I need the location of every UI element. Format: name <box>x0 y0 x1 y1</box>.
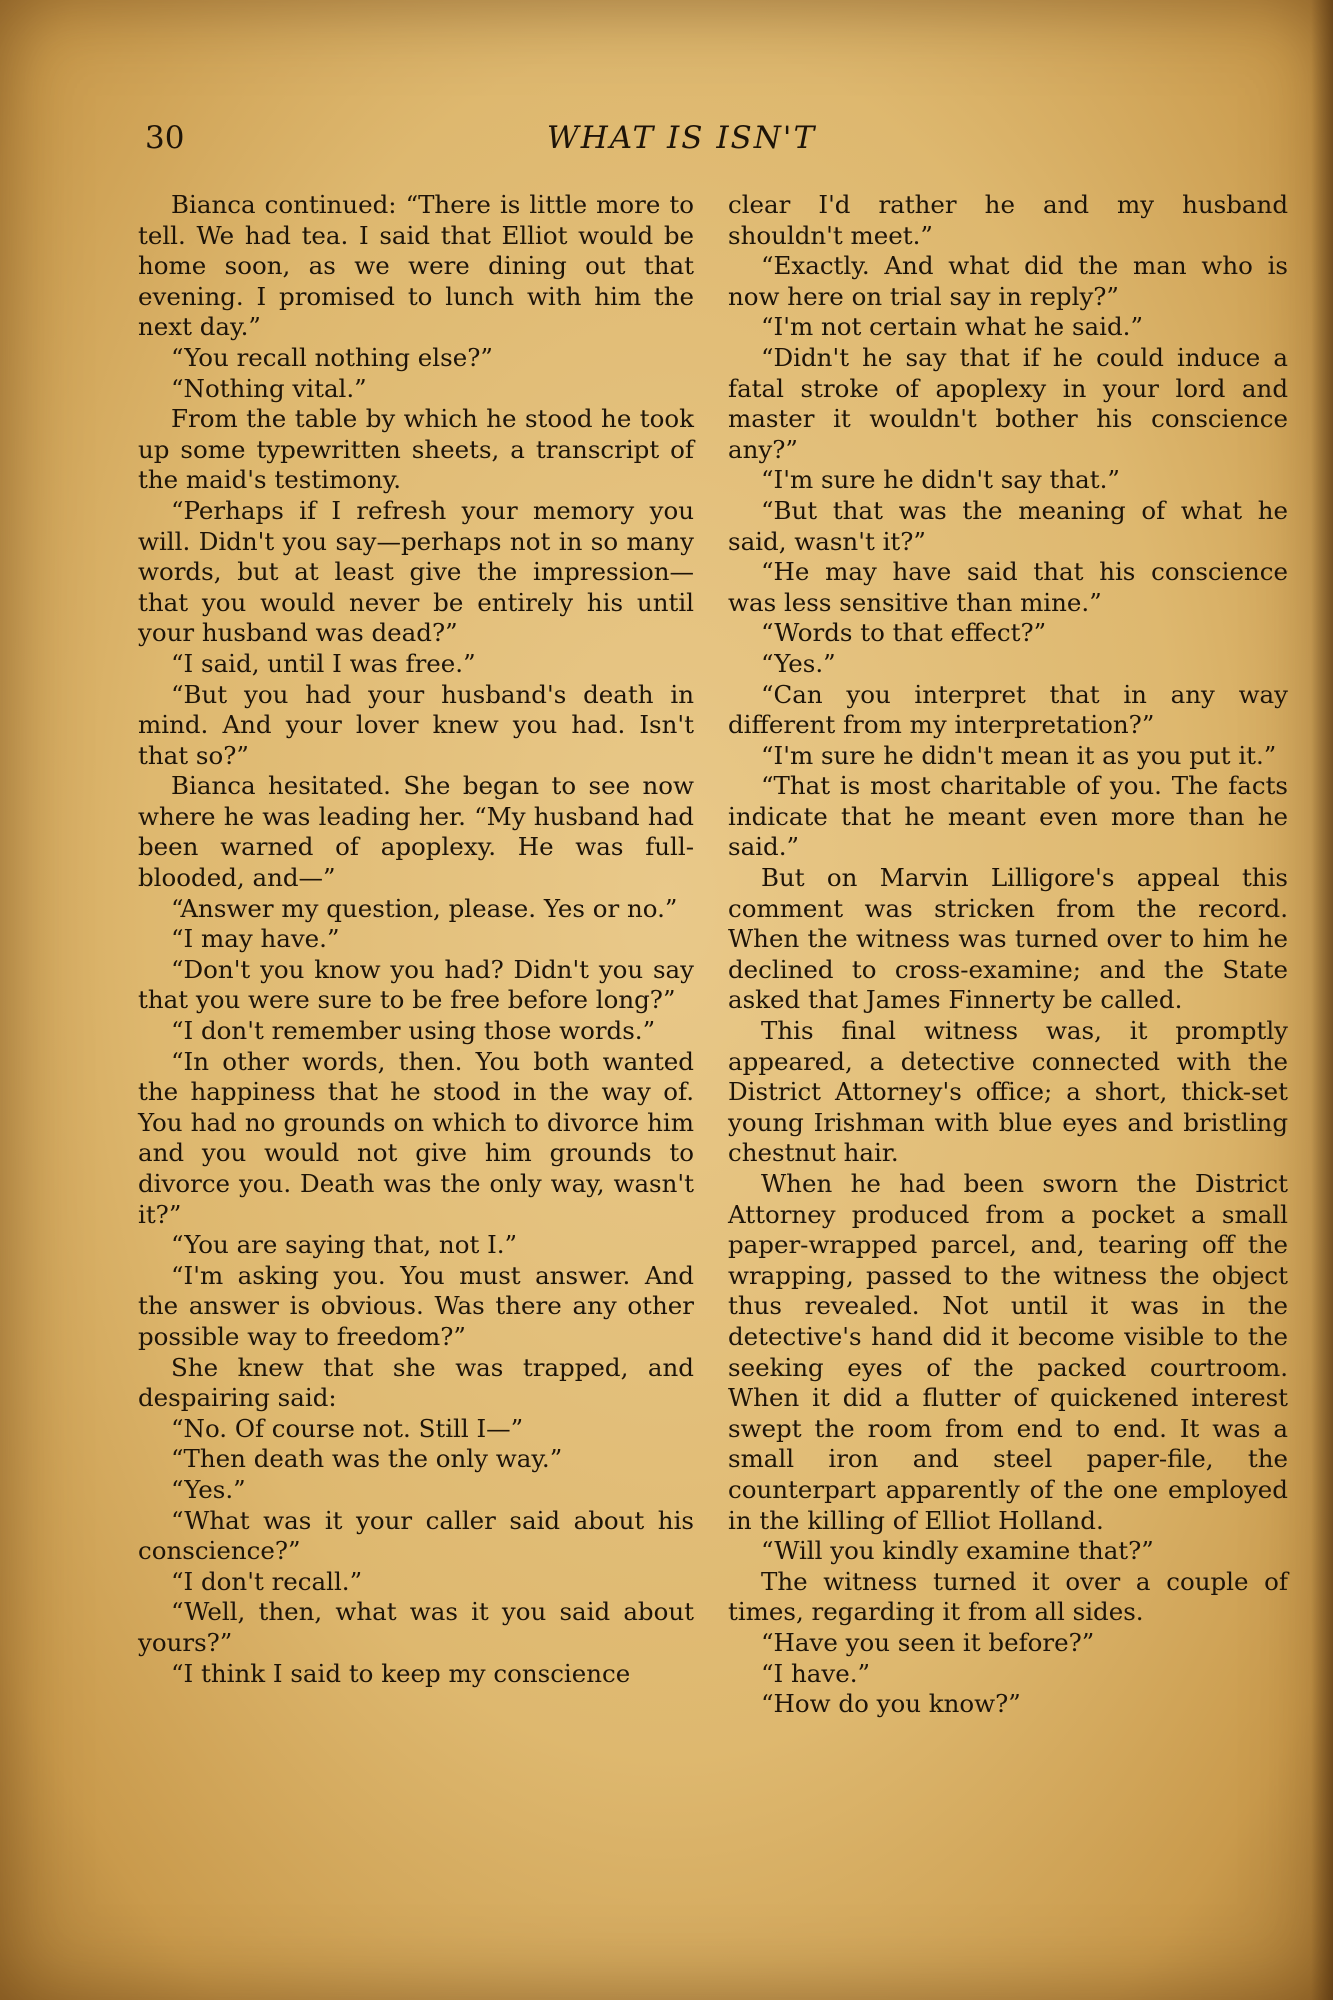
paragraph: “I'm not certain what he said.” <box>761 312 1143 342</box>
paragraph: “I have.” <box>761 1658 871 1688</box>
paragraph: “Nothing vital.” <box>171 373 367 403</box>
paragraph: “I said, until I was free.” <box>171 648 476 678</box>
paragraph: “Don't you know you had? Didn't you say that you were sure to be free before long?” <box>138 954 694 1015</box>
paragraph: “But you had your husband's death in mind. And your lover knew you had. Isn't that so?” <box>138 679 694 770</box>
paragraph: “How do you know?” <box>761 1689 1021 1719</box>
paragraph: “I don't recall.” <box>171 1566 363 1596</box>
running-title: WHAT IS ISN'T <box>546 120 817 156</box>
paragraph: The witness turned it over a couple of times, regarding it from all sides. <box>728 1566 1288 1627</box>
paragraph: Bianca continued: “There is little more to tell. We had tea. I said that Elliot would be home soon, as we were dining out that evening. I promised to lunch with him the next day.” <box>138 190 694 342</box>
paragraph: “But that was the meaning of what he said, wasn't it?” <box>728 495 1288 556</box>
paragraph: “Yes.” <box>761 648 836 678</box>
paragraph: “Answer my question, please. Yes or no.” <box>171 893 678 923</box>
page-number: 30 <box>145 120 185 156</box>
paragraph: “I'm asking you. You must answer. And the answer is obvious. Was there any other possible way to freedom?” <box>138 1260 694 1351</box>
paragraph: “That is most charitable of you. The facts indicate that he meant even more than he said.” <box>728 771 1288 862</box>
paragraph: But on Marvin Lilligore's appeal this comment was stricken from the record. When the witness was turned over to him he declined to cross-examine; and the State asked that James Finnerty be called. <box>728 863 1288 1015</box>
paragraph: “Exactly. And what did the man who is now here on trial say in reply?” <box>728 251 1288 311</box>
paragraph: “I'm sure he didn't mean it as you put it.” <box>761 740 1277 770</box>
left-text-column <box>138 190 694 1689</box>
paragraph: From the table by which he stood he took up some typewritten sheets, a transcript of the maid's testimony. <box>138 404 694 495</box>
paragraph: “Have you seen it before?” <box>761 1627 1095 1657</box>
right-text-column <box>728 190 1288 1720</box>
paragraph: “Didn't he say that if he could induce a fatal stroke of apoplexy in your lord and master it wouldn't bother his conscience any?” <box>728 342 1288 464</box>
page-header <box>0 118 1333 168</box>
paragraph: “Well, then, what was it you said about yours?” <box>138 1597 694 1657</box>
paragraph: “In other words, then. You both wanted the happiness that he stood in the way of. You had no grounds on which to divorce him and you would not give him grounds to divorce you. Death was the only way, wasn't it?” <box>138 1046 694 1229</box>
paragraph: This final witness was, it promptly appeared, a detective connected with the District Attorney's office; a short, thick-set young Irishman with blue eyes and bristling chestnut hair. <box>728 1016 1288 1168</box>
paragraph: “Will you kindly examine that?” <box>761 1536 1154 1566</box>
paragraph: When he had been sworn the District Attorney produced from a pocket a small paper-wrapped parcel, and, tearing off the wrapping, passed to the witness the object thus revealed. Not until it was in the detective's hand did it become visible to the seeking eyes of the packed courtroom. When it did a flutter of quickened interest swept the room from end to end. It was a small iron and steel paper-file, the counterpart apparently of the one employed in the killing of Elliot Holland. <box>728 1169 1288 1535</box>
paragraph: “He may have said that his conscience was less sensitive than mine.” <box>728 557 1288 617</box>
paragraph: “What was it your caller said about his conscience?” <box>138 1505 694 1566</box>
paragraph: “I don't remember using those words.” <box>171 1016 656 1046</box>
paragraph: “I'm sure he didn't say that.” <box>761 465 1120 495</box>
paragraph: “I may have.” <box>171 924 340 954</box>
paragraph: “Yes.” <box>171 1474 246 1504</box>
paragraph: She knew that she was trapped, and despairing said: <box>138 1352 694 1413</box>
paragraph: “Then death was the only way.” <box>171 1444 563 1474</box>
paragraph: Bianca hesitated. She began to see now where he was leading her. “My husband had been warned of apoplexy. He was full-blooded, and—” <box>138 771 694 893</box>
paragraph-continuation: clear I'd rather he and my husband shouldn't meet.” <box>728 190 1288 250</box>
paragraph: “No. Of course not. Still I—” <box>171 1413 524 1443</box>
page-edge-shadow <box>1311 0 1333 2000</box>
paragraph: “Words to that effect?” <box>761 618 1047 648</box>
paragraph: “You recall nothing else?” <box>171 342 493 372</box>
paragraph: “I think I said to keep my conscience <box>171 1658 631 1688</box>
paragraph: “You are saying that, not I.” <box>171 1230 518 1260</box>
paragraph: “Perhaps if I refresh your memory you will. Didn't you say—perhaps not in so many words, but at least give the impression—that you would never be entirely his until your husband was dead?” <box>138 495 694 648</box>
paragraph: “Can you interpret that in any way different from my interpretation?” <box>728 679 1288 740</box>
